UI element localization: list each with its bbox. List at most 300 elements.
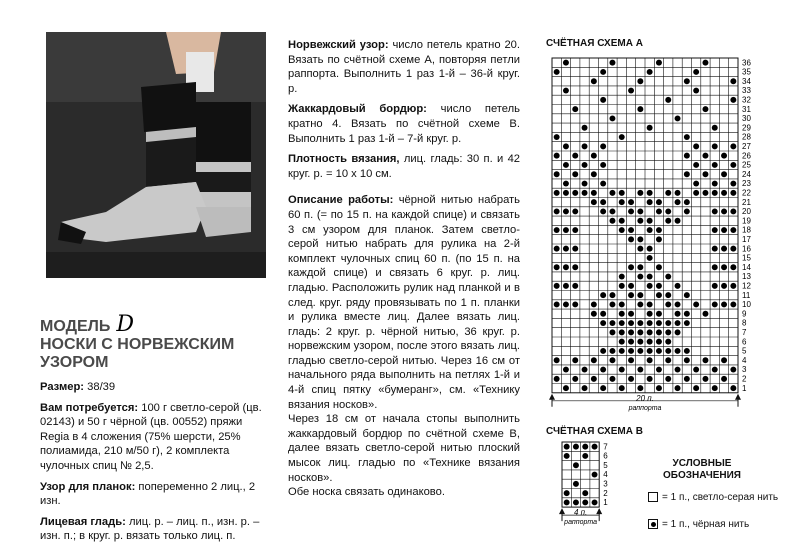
dark-stitch-dot xyxy=(572,190,578,196)
dark-stitch-dot xyxy=(730,143,736,149)
dark-stitch-dot xyxy=(619,227,625,233)
row-number: 3 xyxy=(742,365,747,375)
dark-stitch-dot xyxy=(721,357,727,363)
dark-stitch-dot xyxy=(572,264,578,270)
dark-stitch-dot xyxy=(656,227,662,233)
dark-stitch-dot xyxy=(730,190,736,196)
desc-label: Описание работы: xyxy=(288,194,394,207)
dark-stitch-dot xyxy=(702,190,708,196)
dark-stitch-dot xyxy=(712,143,718,149)
dark-stitch-dot xyxy=(572,171,578,177)
dark-stitch-dot xyxy=(665,376,671,382)
dark-stitch-dot xyxy=(721,264,727,270)
dark-stitch-dot xyxy=(637,208,643,214)
dark-stitch-dot xyxy=(573,481,579,487)
dark-stitch-dot xyxy=(554,171,560,177)
dark-stitch-dot xyxy=(693,190,699,196)
dark-stitch-dot xyxy=(554,264,560,270)
dark-stitch-dot xyxy=(572,246,578,252)
row-number: 4 xyxy=(742,355,747,365)
row-number: 35 xyxy=(742,67,751,77)
legend-dark-text: = 1 п., чёрная нить xyxy=(662,519,750,530)
dark-stitch-dot xyxy=(665,97,671,103)
dark-stitch-dot xyxy=(665,218,671,224)
dark-stitch-dot xyxy=(675,283,681,289)
dark-stitch-dot xyxy=(665,274,671,280)
dark-stitch-dot xyxy=(592,472,598,478)
dark-stitch-dot xyxy=(609,301,615,307)
dark-stitch-dot xyxy=(684,376,690,382)
plank-label: Узор для планок: xyxy=(40,480,136,493)
dark-stitch-dot xyxy=(619,218,625,224)
row-number: 5 xyxy=(603,460,608,470)
row-number: 1 xyxy=(742,383,747,393)
dark-stitch-dot xyxy=(600,162,606,168)
dark-stitch-dot xyxy=(675,218,681,224)
dark-stitch-dot xyxy=(600,385,606,391)
dark-stitch-dot xyxy=(637,218,643,224)
dark-stitch-dot xyxy=(628,320,634,326)
dark-stitch-dot xyxy=(647,69,653,75)
dark-stitch-dot xyxy=(730,264,736,270)
dark-stitch-dot xyxy=(712,385,718,391)
dark-stitch-dot xyxy=(675,329,681,335)
dark-stitch-dot xyxy=(712,208,718,214)
row-number: 1 xyxy=(603,498,608,508)
dark-stitch-dot xyxy=(730,301,736,307)
dark-stitch-dot xyxy=(730,227,736,233)
dark-stitch-dot xyxy=(554,376,560,382)
dark-stitch-dot xyxy=(702,311,708,317)
dark-stitch-dot xyxy=(572,227,578,233)
row-number: 3 xyxy=(603,479,608,489)
dark-stitch-dot xyxy=(675,320,681,326)
dark-stitch-dot xyxy=(573,462,579,468)
dark-stitch-dot xyxy=(730,385,736,391)
dark-stitch-dot xyxy=(730,181,736,187)
dark-stitch-dot xyxy=(582,490,588,496)
row-number: 11 xyxy=(742,290,751,300)
dark-stitch-dot xyxy=(712,162,718,168)
dark-stitch-dot xyxy=(619,283,625,289)
dark-stitch-dot xyxy=(656,385,662,391)
dark-stitch-dot xyxy=(563,283,569,289)
dark-stitch-dot xyxy=(712,264,718,270)
dark-stitch-dot xyxy=(656,292,662,298)
dark-stitch-dot xyxy=(609,218,615,224)
row-number: 28 xyxy=(742,132,751,142)
dark-stitch-dot xyxy=(600,143,606,149)
row-number: 5 xyxy=(742,346,747,356)
dark-stitch-dot xyxy=(582,367,588,373)
dark-stitch-dot xyxy=(730,367,736,373)
dark-stitch-dot xyxy=(730,78,736,84)
need-value: 100 г светло-серой (цв. 02143) и 50 г чёрной (цв. 00552) пряжи Regia в 4 сложения (75% шерсти, 25% полиамида, 210 м/50 г), 2 комплекта чулочных спиц № 2,5. xyxy=(40,401,262,472)
dark-stitch-dot xyxy=(637,106,643,112)
dark-stitch-dot xyxy=(647,274,653,280)
dark-stitch-dot xyxy=(582,190,588,196)
dark-stitch-dot xyxy=(647,329,653,335)
desc-value: чёрной нитью набрать 60 п. (= по 15 п. на каждой спице) и связать 3 см узором для планок. Затем светло-серой нитью набрать для рулика на 2-й комплект чулочных спиц 60 п. (по 15 п. на каждой спице) и связать 6 круг. р. лиц. гладью. Расположить рулик над планкой и в след. круг. ряду провязывать по 1 п. планки и рулика вместе лиц. Далее вязать лиц. гладь: 2 круг. р. чёрной нитью, 36 круг. р. норвежским узором, после этого вязать лиц. гладью светло-серой нитью. Через 16 см от начального ряда выполнить на петлях 1-й и 4-й спиц пятку «бумеранг», см. «Технику вязания носков». xyxy=(288,194,520,411)
dark-stitch-dot xyxy=(573,444,579,450)
dark-stitch-dot xyxy=(684,292,690,298)
dark-stitch-dot xyxy=(721,208,727,214)
dark-stitch-dot xyxy=(684,134,690,140)
row-number: 10 xyxy=(742,300,751,310)
para2: Через 18 см от начала стопы выполнить жаккардовый бордюр по счётной схеме В, далее вязать светло-серой нитью плоский мысок лиц. гладью по «Технике вязания носков». xyxy=(288,413,520,484)
dark-stitch-dot xyxy=(675,385,681,391)
dark-stitch-dot xyxy=(684,357,690,363)
dark-stitch-dot xyxy=(591,171,597,177)
dark-stitch-dot xyxy=(721,246,727,252)
dark-stitch-dot xyxy=(572,301,578,307)
dark-stitch-dot xyxy=(619,367,625,373)
jacq-value: число петель кратно 4. Вязать по счётной схеме В. Выполнить 1 раз 1-й – 7-й круг. р. xyxy=(288,103,521,145)
dark-stitch-dot xyxy=(628,199,634,205)
scheme-b-title: СЧЁТНАЯ СХЕМА В xyxy=(546,426,643,437)
dark-stitch-dot xyxy=(647,199,653,205)
dark-stitch-dot xyxy=(592,499,598,505)
dark-stitch-dot xyxy=(702,171,708,177)
row-number: 17 xyxy=(742,235,751,244)
row-number: 24 xyxy=(742,169,751,179)
dark-stitch-dot xyxy=(609,292,615,298)
dark-stitch-dot xyxy=(721,301,727,307)
row-number: 32 xyxy=(742,95,751,105)
row-number: 36 xyxy=(742,58,751,68)
dark-stitch-dot xyxy=(637,301,643,307)
dark-stitch-dot xyxy=(656,339,662,345)
dark-stitch-dot xyxy=(554,227,560,233)
dark-stitch-dot xyxy=(600,292,606,298)
dark-stitch-dot xyxy=(656,329,662,335)
dark-stitch-dot xyxy=(647,218,653,224)
size-value: 38/39 xyxy=(87,381,116,393)
row-number: 12 xyxy=(742,281,751,291)
dark-stitch-dot xyxy=(647,283,653,289)
dark-stitch-dot xyxy=(675,190,681,196)
dark-stitch-dot xyxy=(591,190,597,196)
dark-stitch-dot xyxy=(647,376,653,382)
row-number: 33 xyxy=(742,86,751,96)
dark-stitch-dot xyxy=(637,292,643,298)
dark-stitch-dot xyxy=(609,190,615,196)
dark-stitch-dot xyxy=(675,367,681,373)
dark-stitch-dot xyxy=(628,292,634,298)
dark-stitch-dot xyxy=(600,69,606,75)
dark-stitch-dot xyxy=(665,357,671,363)
dark-stitch-dot xyxy=(600,208,606,214)
dark-stitch-dot xyxy=(665,320,671,326)
row-number: 13 xyxy=(742,272,751,282)
dark-stitch-dot xyxy=(563,143,569,149)
dark-stitch-dot xyxy=(656,283,662,289)
dark-stitch-dot xyxy=(600,311,606,317)
dark-stitch-dot xyxy=(684,208,690,214)
repeat-label: 4 п. xyxy=(573,508,588,518)
row-number: 21 xyxy=(742,197,751,207)
dark-stitch-dot xyxy=(582,385,588,391)
dark-stitch-dot xyxy=(637,190,643,196)
row-number: 6 xyxy=(742,337,747,347)
row-number: 29 xyxy=(742,123,751,133)
model-letter: D xyxy=(116,312,134,337)
dark-stitch-dot xyxy=(647,125,653,131)
dark-stitch-dot xyxy=(619,301,625,307)
row-number: 7 xyxy=(603,442,608,452)
materials-block xyxy=(40,380,270,550)
dark-stitch-dot xyxy=(563,162,569,168)
dark-stitch-dot xyxy=(637,320,643,326)
repeat-word: раппорта xyxy=(564,519,598,527)
dark-dot-icon xyxy=(648,519,658,529)
dark-stitch-dot xyxy=(619,348,625,354)
dark-stitch-dot xyxy=(572,106,578,112)
dark-stitch-dot xyxy=(647,246,653,252)
dark-stitch-dot xyxy=(675,301,681,307)
dark-stitch-dot xyxy=(600,367,606,373)
dark-stitch-dot xyxy=(563,385,569,391)
row-number: 15 xyxy=(742,253,751,263)
row-number: 7 xyxy=(742,328,747,337)
dark-stitch-dot xyxy=(656,320,662,326)
dark-stitch-dot xyxy=(702,357,708,363)
dark-stitch-dot xyxy=(637,329,643,335)
legend-light xyxy=(648,492,778,503)
dark-stitch-dot xyxy=(665,208,671,214)
row-number: 22 xyxy=(742,188,751,198)
dark-stitch-dot xyxy=(730,246,736,252)
dark-stitch-dot xyxy=(563,227,569,233)
dark-stitch-dot xyxy=(637,339,643,345)
row-number: 18 xyxy=(742,225,751,235)
norw-label: Норвежский узор: xyxy=(288,39,389,51)
dark-stitch-dot xyxy=(684,78,690,84)
dark-stitch-dot xyxy=(563,208,569,214)
dark-stitch-dot xyxy=(564,444,570,450)
row-number: 30 xyxy=(742,114,751,124)
dark-stitch-dot xyxy=(647,227,653,233)
dark-stitch-dot xyxy=(656,367,662,373)
dark-stitch-dot xyxy=(637,367,643,373)
dark-stitch-dot xyxy=(573,499,579,505)
dark-stitch-dot xyxy=(591,357,597,363)
dark-stitch-dot xyxy=(619,274,625,280)
row-number: 16 xyxy=(742,244,751,254)
dark-stitch-dot xyxy=(637,274,643,280)
row-number: 27 xyxy=(742,142,751,151)
dark-stitch-dot xyxy=(564,490,570,496)
dark-stitch-dot xyxy=(619,134,625,140)
instructions-block xyxy=(288,38,520,506)
row-number: 6 xyxy=(603,451,608,461)
scheme-a-grid xyxy=(540,50,760,420)
dark-stitch-dot xyxy=(665,190,671,196)
dark-stitch-dot xyxy=(619,329,625,335)
dark-stitch-dot xyxy=(647,320,653,326)
row-number: 8 xyxy=(742,318,747,328)
dark-stitch-dot xyxy=(591,311,597,317)
dark-stitch-dot xyxy=(619,385,625,391)
dark-stitch-dot xyxy=(665,292,671,298)
dark-stitch-dot xyxy=(628,264,634,270)
dark-stitch-dot xyxy=(665,301,671,307)
dark-stitch-dot xyxy=(712,367,718,373)
light-square-icon xyxy=(648,492,658,502)
dark-stitch-dot xyxy=(619,320,625,326)
dark-stitch-dot xyxy=(675,311,681,317)
dark-stitch-dot xyxy=(582,125,588,131)
repeat-word: раппорта xyxy=(628,404,662,412)
size-label: Размер: xyxy=(40,381,85,393)
dark-stitch-dot xyxy=(554,301,560,307)
dark-stitch-dot xyxy=(693,181,699,187)
dark-stitch-dot xyxy=(637,348,643,354)
dark-stitch-dot xyxy=(582,181,588,187)
dark-stitch-dot xyxy=(656,236,662,242)
dark-stitch-dot xyxy=(609,115,615,121)
row-number: 20 xyxy=(742,207,751,217)
dark-stitch-dot xyxy=(582,444,588,450)
dark-stitch-dot xyxy=(563,246,569,252)
dark-stitch-dot xyxy=(684,199,690,205)
dark-stitch-dot xyxy=(647,339,653,345)
dark-stitch-dot xyxy=(637,264,643,270)
dark-stitch-dot xyxy=(721,171,727,177)
dark-stitch-dot xyxy=(628,357,634,363)
dark-stitch-dot xyxy=(600,199,606,205)
row-number: 9 xyxy=(742,309,747,319)
dark-stitch-dot xyxy=(609,329,615,335)
legend-title: УСЛОВНЫЕ ОБОЗНАЧЕНИЯ xyxy=(663,458,741,481)
scheme-b-grid xyxy=(540,438,620,538)
dark-stitch-dot xyxy=(591,78,597,84)
dark-stitch-dot xyxy=(563,190,569,196)
dark-stitch-dot xyxy=(684,348,690,354)
dark-stitch-dot xyxy=(637,385,643,391)
dark-stitch-dot xyxy=(693,385,699,391)
dark-stitch-dot xyxy=(563,367,569,373)
dark-stitch-dot xyxy=(619,190,625,196)
dark-stitch-dot xyxy=(628,348,634,354)
dark-stitch-dot xyxy=(684,171,690,177)
dark-stitch-dot xyxy=(721,190,727,196)
row-number: 31 xyxy=(742,104,751,114)
row-number: 25 xyxy=(742,160,751,170)
dark-stitch-dot xyxy=(684,320,690,326)
plank-value: попеременно 2 лиц., 2 изн. xyxy=(40,480,256,508)
dark-stitch-dot xyxy=(665,348,671,354)
dark-stitch-dot xyxy=(600,320,606,326)
dark-stitch-dot xyxy=(675,115,681,121)
row-number: 2 xyxy=(742,374,747,384)
dark-stitch-dot xyxy=(693,162,699,168)
dark-stitch-dot xyxy=(637,236,643,242)
dark-stitch-dot xyxy=(628,329,634,335)
dark-stitch-dot xyxy=(628,208,634,214)
need-label: Вам потребуется: xyxy=(40,401,139,414)
dark-stitch-dot xyxy=(665,339,671,345)
dark-stitch-dot xyxy=(730,208,736,214)
dark-stitch-dot xyxy=(721,283,727,289)
legend-light-text: = 1 п., светло-серая нить xyxy=(662,492,779,503)
dark-stitch-dot xyxy=(730,283,736,289)
dark-stitch-dot xyxy=(656,264,662,270)
dark-stitch-dot xyxy=(554,208,560,214)
dark-stitch-dot xyxy=(721,376,727,382)
dark-stitch-dot xyxy=(628,376,634,382)
dark-stitch-dot xyxy=(554,283,560,289)
row-number: 34 xyxy=(742,76,751,86)
dark-stitch-dot xyxy=(619,311,625,317)
dark-stitch-dot xyxy=(592,444,598,450)
row-number: 4 xyxy=(603,470,608,480)
dark-stitch-dot xyxy=(721,153,727,159)
dark-stitch-dot xyxy=(572,376,578,382)
dark-stitch-dot xyxy=(712,246,718,252)
dark-stitch-dot xyxy=(609,357,615,363)
dark-stitch-dot xyxy=(712,283,718,289)
dark-stitch-dot xyxy=(693,367,699,373)
dark-stitch-dot xyxy=(609,376,615,382)
dark-stitch-dot xyxy=(712,227,718,233)
dark-stitch-dot xyxy=(628,283,634,289)
dark-stitch-dot xyxy=(675,348,681,354)
dark-stitch-dot xyxy=(591,199,597,205)
dark-stitch-dot xyxy=(647,255,653,261)
dark-stitch-dot xyxy=(554,246,560,252)
scheme-a-title: СЧЁТНАЯ СХЕМА А xyxy=(546,38,643,49)
dark-stitch-dot xyxy=(712,301,718,307)
smooth-value: лиц. р. – лиц. п., изн. р. – изн. п.; в круг. р. вязать только лиц. п. xyxy=(40,515,260,543)
dark-stitch-dot xyxy=(656,199,662,205)
dark-stitch-dot xyxy=(684,153,690,159)
norw-value: число петель кратно 20. Вязать по счётной схеме А, повторяя петли раппорта. Выполнить 1 раз 1-й – 36-й круг. р. xyxy=(288,39,520,95)
model-heading xyxy=(40,312,280,372)
dark-stitch-dot xyxy=(712,181,718,187)
dark-stitch-dot xyxy=(582,143,588,149)
dark-stitch-dot xyxy=(554,190,560,196)
dark-stitch-dot xyxy=(591,153,597,159)
dark-stitch-dot xyxy=(702,376,708,382)
dark-stitch-dot xyxy=(693,301,699,307)
dark-stitch-dot xyxy=(693,143,699,149)
dark-stitch-dot xyxy=(563,60,569,66)
density-label: Плотность вязания, xyxy=(288,153,400,166)
dark-stitch-dot xyxy=(628,339,634,345)
dark-stitch-dot xyxy=(665,329,671,335)
dark-stitch-dot xyxy=(637,78,643,84)
dark-stitch-dot xyxy=(712,125,718,131)
dark-stitch-dot xyxy=(628,236,634,242)
row-number: 23 xyxy=(742,179,751,189)
dark-stitch-dot xyxy=(600,348,606,354)
dark-stitch-dot xyxy=(693,69,699,75)
dark-stitch-dot xyxy=(656,208,662,214)
dark-stitch-dot xyxy=(554,357,560,363)
dark-stitch-dot xyxy=(656,60,662,66)
socks-photo xyxy=(46,32,266,278)
dark-stitch-dot xyxy=(730,97,736,103)
dark-stitch-dot xyxy=(684,311,690,317)
dark-stitch-dot xyxy=(564,453,570,459)
dark-stitch-dot xyxy=(563,88,569,94)
dark-stitch-dot xyxy=(572,208,578,214)
dark-stitch-dot xyxy=(591,301,597,307)
dark-stitch-dot xyxy=(712,190,718,196)
repeat-label: 20 п. xyxy=(636,393,654,403)
dark-stitch-dot xyxy=(647,348,653,354)
